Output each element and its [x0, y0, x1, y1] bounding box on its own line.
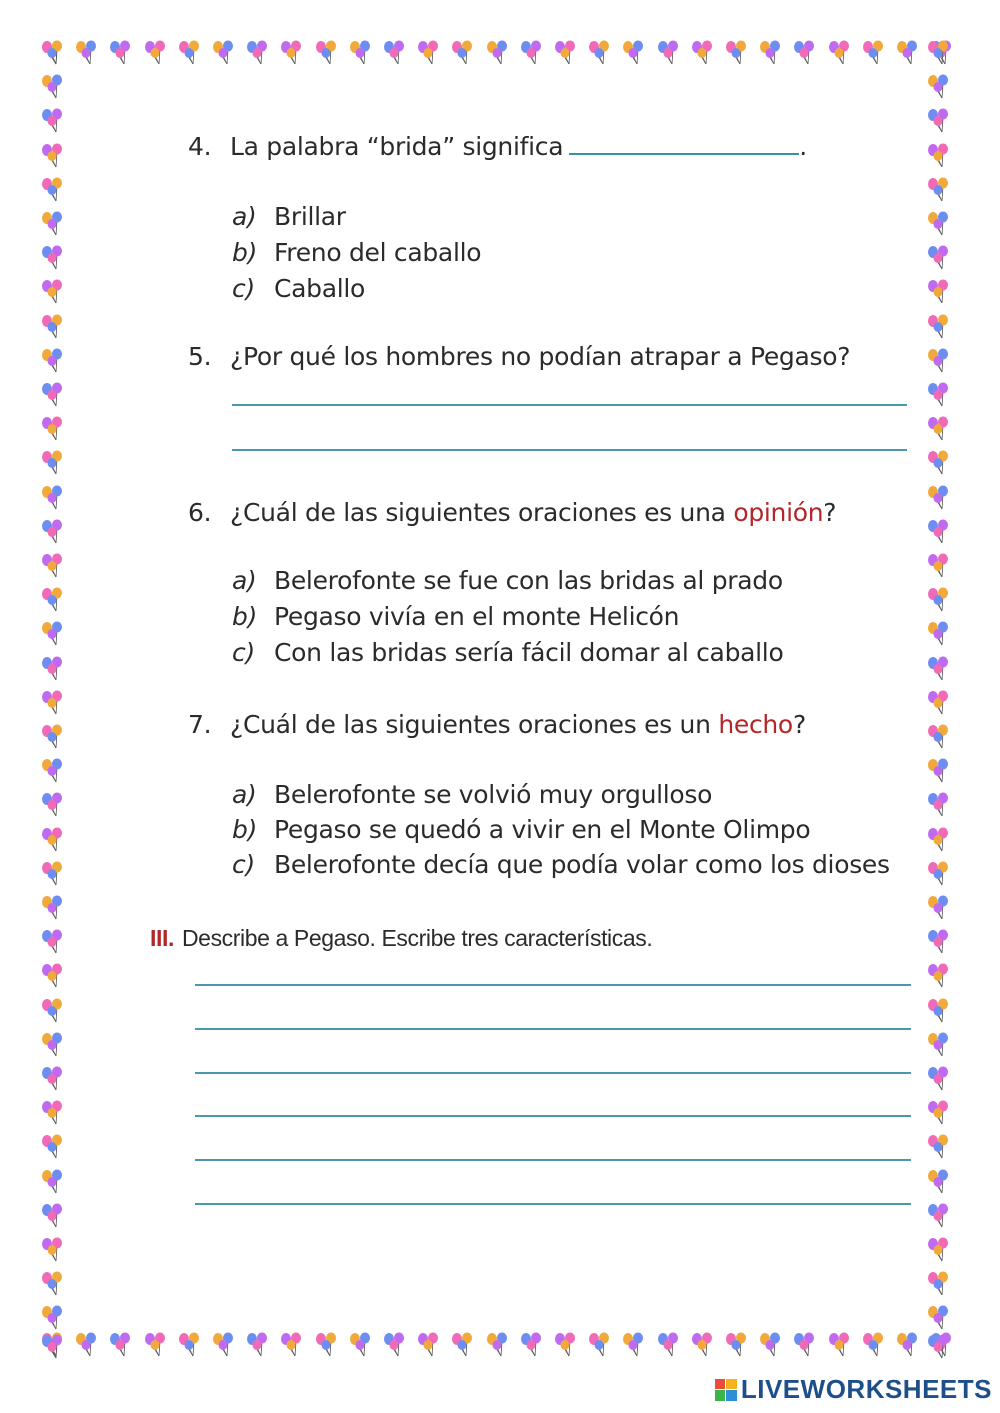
balloon-icon [926, 485, 952, 511]
balloon-icon [382, 1332, 408, 1358]
balloon-icon [40, 929, 66, 955]
balloon-icon [450, 40, 476, 66]
balloon-icon [926, 382, 952, 408]
balloon-icon [656, 40, 682, 66]
option-text: Belerofonte se volvió muy orgulloso [274, 780, 713, 809]
option-letter: a) [232, 566, 257, 595]
balloon-icon [926, 279, 952, 305]
balloon-icon [724, 40, 750, 66]
option-letter: c) [232, 274, 255, 303]
balloon-icon [74, 1332, 100, 1358]
balloon-icon [40, 827, 66, 853]
question-5 [188, 342, 850, 371]
balloon-icon [211, 1332, 237, 1358]
option-letter: a) [232, 780, 257, 809]
balloon-icon [926, 74, 952, 100]
balloon-icon [926, 895, 952, 921]
balloon-icon [40, 143, 66, 169]
balloon-icon [792, 40, 818, 66]
balloon-icon [926, 998, 952, 1024]
balloon-icon [40, 861, 66, 887]
liveworksheets-brand [715, 1374, 992, 1405]
balloon-icon [926, 1203, 952, 1229]
answer-line[interactable] [195, 1115, 911, 1117]
answer-line[interactable] [195, 984, 911, 986]
balloon-icon [861, 40, 887, 66]
highlight-word: hecho [718, 710, 793, 739]
balloon-icon [926, 1237, 952, 1263]
answer-line[interactable] [195, 1203, 911, 1205]
balloon-icon [40, 108, 66, 134]
brand-logo-cell [715, 1379, 726, 1390]
balloon-icon [926, 1271, 952, 1297]
balloon-icon [40, 382, 66, 408]
balloon-icon [926, 792, 952, 818]
balloon-icon [40, 1169, 66, 1195]
balloon-icon [177, 1332, 203, 1358]
balloon-icon [758, 1332, 784, 1358]
option-text: Belerofonte se fue con las bridas al prado [274, 566, 783, 595]
balloon-icon [926, 656, 952, 682]
highlight-word: opinión [733, 498, 824, 527]
balloon-icon [40, 895, 66, 921]
balloon-icon [40, 245, 66, 271]
balloon-icon [926, 758, 952, 784]
question-number: 5. [188, 342, 212, 371]
question-text: ¿Cuál de las siguientes oraciones es un [230, 710, 711, 739]
option-text: Pegaso se quedó a vivir en el Monte Olimpo [274, 815, 811, 844]
balloon-icon [926, 450, 952, 476]
balloon-icon [553, 40, 579, 66]
balloon-icon [926, 827, 952, 853]
balloon-icon [40, 1237, 66, 1263]
balloon-icon [926, 724, 952, 750]
option-7c[interactable] [232, 850, 890, 879]
question-text: La palabra “brida” significa [230, 132, 564, 161]
answer-line[interactable] [232, 404, 907, 406]
balloon-icon [40, 998, 66, 1024]
balloon-icon [40, 690, 66, 716]
balloon-icon [485, 40, 511, 66]
balloon-icon [211, 40, 237, 66]
balloon-icon [926, 40, 952, 66]
brand-logo-cell [726, 1379, 737, 1390]
balloon-icon [108, 40, 134, 66]
balloon-border-left [40, 40, 68, 1360]
question-number: 4. [188, 132, 212, 161]
option-6b[interactable] [232, 602, 679, 631]
balloon-icon [40, 724, 66, 750]
answer-line[interactable] [195, 1028, 911, 1030]
option-4b[interactable] [232, 238, 481, 267]
balloon-icon [245, 40, 271, 66]
question-text: ¿Cuál de las siguientes oraciones es una [230, 498, 726, 527]
balloon-icon [792, 1332, 818, 1358]
question-number: 6. [188, 498, 212, 527]
section-text: Describe a Pegaso. Escribe tres características. [181, 925, 653, 951]
balloon-icon [40, 211, 66, 237]
option-7b[interactable] [232, 815, 810, 844]
balloon-icon [926, 348, 952, 374]
balloon-icon [348, 1332, 374, 1358]
balloon-icon [177, 40, 203, 66]
answer-line[interactable] [232, 449, 907, 451]
balloon-icon [108, 1332, 134, 1358]
balloon-icon [40, 279, 66, 305]
balloon-icon [40, 177, 66, 203]
balloon-icon [40, 416, 66, 442]
question-punct: ? [823, 498, 837, 527]
option-4c[interactable] [232, 274, 365, 303]
question-4 [188, 132, 807, 161]
balloon-icon [348, 40, 374, 66]
balloon-icon [926, 587, 952, 613]
balloon-icon [40, 963, 66, 989]
balloon-icon [895, 1332, 921, 1358]
balloon-icon [450, 1332, 476, 1358]
balloon-icon [485, 1332, 511, 1358]
balloon-icon [314, 1332, 340, 1358]
balloon-icon [926, 1169, 952, 1195]
question-text: ¿Por qué los hombres no podían atrapar a Pegaso? [230, 342, 851, 371]
balloon-icon [279, 40, 305, 66]
balloon-icon [926, 314, 952, 340]
balloon-icon [143, 1332, 169, 1358]
balloon-border-top [40, 40, 960, 68]
balloon-icon [724, 1332, 750, 1358]
balloon-icon [827, 1332, 853, 1358]
balloon-icon [416, 40, 442, 66]
balloon-icon [40, 74, 66, 100]
balloon-icon [926, 143, 952, 169]
balloon-icon [587, 40, 613, 66]
answer-line[interactable] [195, 1072, 911, 1074]
balloon-icon [926, 416, 952, 442]
brand-logo-icon [715, 1379, 737, 1401]
balloon-icon [926, 1066, 952, 1092]
balloon-border-bottom [40, 1332, 960, 1360]
question-number: 7. [188, 710, 212, 739]
balloon-icon [621, 1332, 647, 1358]
balloon-icon [279, 1332, 305, 1358]
balloon-icon [40, 1271, 66, 1297]
balloon-icon [40, 1305, 66, 1331]
option-letter: c) [232, 850, 255, 879]
balloon-icon [587, 1332, 613, 1358]
balloon-icon [143, 40, 169, 66]
balloon-icon [314, 40, 340, 66]
balloon-icon [758, 40, 784, 66]
balloon-icon [656, 1332, 682, 1358]
question-7 [188, 710, 806, 739]
balloon-icon [40, 587, 66, 613]
option-letter: b) [232, 238, 258, 267]
option-letter: a) [232, 202, 257, 231]
option-letter: b) [232, 602, 258, 631]
balloon-icon [40, 519, 66, 545]
brand-logo-cell [726, 1390, 737, 1401]
balloon-icon [926, 211, 952, 237]
balloon-icon [926, 1334, 952, 1360]
option-6a[interactable] [232, 566, 783, 595]
balloon-icon [40, 485, 66, 511]
balloon-icon [245, 1332, 271, 1358]
balloon-icon [40, 40, 66, 66]
balloon-icon [40, 1032, 66, 1058]
balloon-icon [621, 40, 647, 66]
balloon-icon [40, 314, 66, 340]
balloon-icon [40, 1334, 66, 1360]
option-6c[interactable] [232, 638, 783, 667]
answer-line[interactable] [195, 1159, 911, 1161]
question-punct: ? [792, 710, 806, 739]
balloon-icon [926, 1032, 952, 1058]
balloon-icon [40, 1100, 66, 1126]
balloon-icon [926, 690, 952, 716]
balloon-icon [926, 108, 952, 134]
option-letter: c) [232, 638, 255, 667]
balloon-icon [926, 621, 952, 647]
balloon-icon [690, 40, 716, 66]
balloon-icon [382, 40, 408, 66]
balloon-border-right [926, 40, 954, 1360]
balloon-icon [895, 40, 921, 66]
balloon-icon [926, 963, 952, 989]
balloon-icon [690, 1332, 716, 1358]
option-text: Freno del caballo [274, 238, 482, 267]
option-letter: b) [232, 815, 258, 844]
balloon-icon [40, 1203, 66, 1229]
balloon-icon [519, 1332, 545, 1358]
option-text: Brillar [274, 202, 346, 231]
balloon-icon [416, 1332, 442, 1358]
balloon-icon [40, 621, 66, 647]
balloon-icon [926, 1100, 952, 1126]
balloon-icon [926, 929, 952, 955]
balloon-icon [74, 40, 100, 66]
option-7a[interactable] [232, 780, 712, 809]
option-text: Con las bridas sería fácil domar al caballo [274, 638, 784, 667]
balloon-icon [553, 1332, 579, 1358]
balloon-icon [926, 861, 952, 887]
balloon-icon [926, 553, 952, 579]
section-roman-numeral: III. [150, 925, 174, 951]
option-text: Caballo [274, 274, 366, 303]
balloon-icon [519, 40, 545, 66]
balloon-icon [40, 656, 66, 682]
balloon-icon [40, 758, 66, 784]
brand-logo-cell [715, 1390, 726, 1401]
balloon-icon [40, 450, 66, 476]
option-4a[interactable] [232, 202, 346, 231]
question-6 [188, 498, 836, 527]
balloon-icon [926, 1134, 952, 1160]
balloon-icon [40, 348, 66, 374]
balloon-icon [926, 519, 952, 545]
option-text: Pegaso vivía en el monte Helicón [274, 602, 680, 631]
balloon-icon [40, 553, 66, 579]
balloon-icon [926, 177, 952, 203]
balloon-icon [40, 1134, 66, 1160]
balloon-icon [40, 1066, 66, 1092]
balloon-icon [926, 245, 952, 271]
balloon-icon [926, 1305, 952, 1331]
question-punct: . [799, 132, 807, 161]
balloon-icon [861, 1332, 887, 1358]
balloon-icon [827, 40, 853, 66]
answer-blank[interactable] [569, 135, 799, 155]
brand-name: LIVEWORKSHEETS [740, 1374, 992, 1404]
balloon-icon [40, 792, 66, 818]
section-3-heading [150, 925, 652, 952]
option-text: Belerofonte decía que podía volar como los dioses [274, 850, 890, 879]
